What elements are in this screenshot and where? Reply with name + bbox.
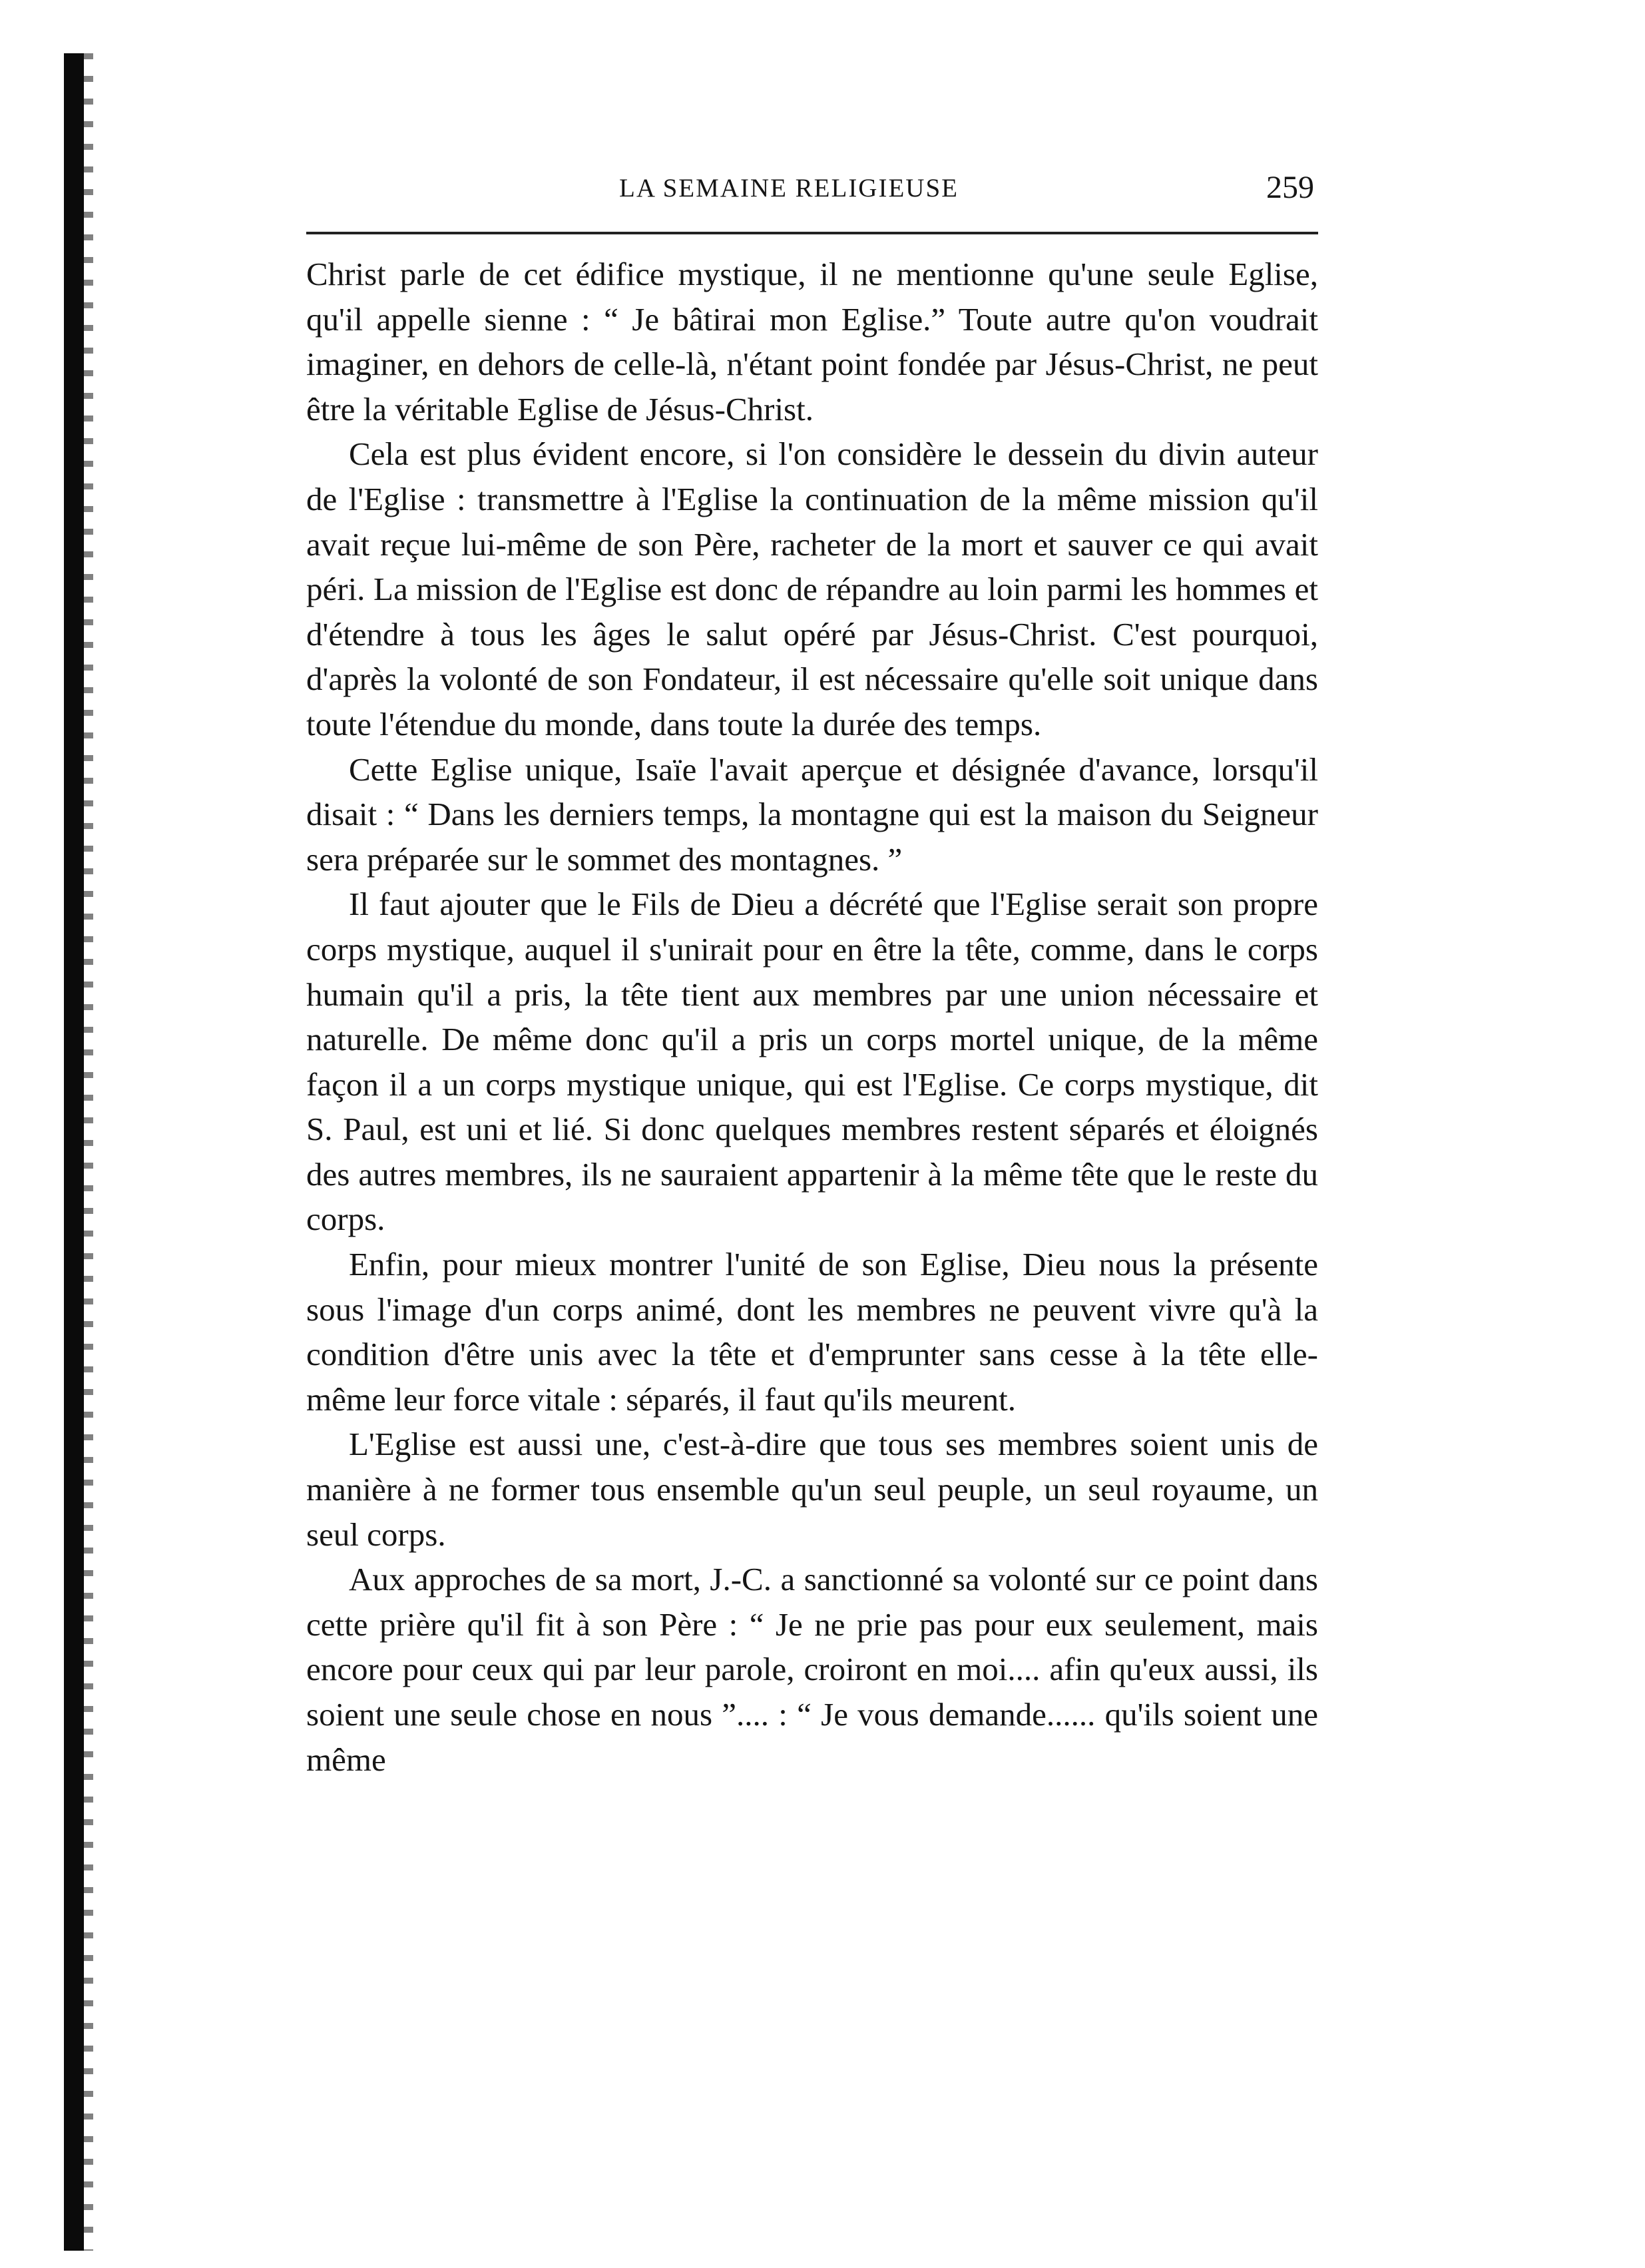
body-text <box>306 252 1318 1782</box>
paragraph: L'Eglise est aussi une, c'est-à-dire que tous ses membres soient unis de manière à ne former tous ensemble qu'un seul peuple, un seul royaume, un seul corps. <box>306 1426 1318 1553</box>
page-number: 259 <box>1266 170 1314 205</box>
paragraph: Christ parle de cet édifice mystique, il ne mentionne qu'une seule Eglise, qu'il appelle sienne : “ Je bâtirai mon Eglise.” Toute autre qu'on voudrait imaginer, en dehors de celle-là, n'étant point fondée par Jésus-Christ, ne peut être la véritable Eglise de Jésus-Christ. <box>306 256 1318 427</box>
paragraph: Cette Eglise unique, Isaïe l'avait aperçue et désignée d'avance, lorsqu'il disait : “ Dans les derniers temps, la montagne qui est la maison du Seigneur sera préparée sur le sommet des montagnes. ” <box>306 750 1318 878</box>
page-edge-shadow <box>84 53 93 2251</box>
paragraph: Aux approches de sa mort, J.-C. a sanctionné sa volonté sur ce point dans cette prière qu'il fit à son Père : “ Je ne prie pas pour eux seulement, mais encore pour ceux qui par leur parole, croiront en moi.... afin qu'eux aussi, ils soient une seule chose en nous ”.... : “ Je vous demande...... qu'ils soient une même <box>306 1561 1318 1778</box>
book-spine-shadow <box>64 53 84 2251</box>
page-header <box>306 165 1318 225</box>
paragraph: Enfin, pour mieux montrer l'unité de son Eglise, Dieu nous la présente sous l'image d'un corps animé, dont les membres ne peuvent vivre qu'à la condition d'être unis avec la tête et d'emprunter sans cesse à la tête elle-même leur force vitale : séparés, il faut qu'ils meurent. <box>306 1246 1318 1418</box>
paragraph: Il faut ajouter que le Fils de Dieu a décrété que l'Eglise serait son propre corps mystique, auquel il s'unirait pour en être la tête, comme, dans le corps humain qu'il a pris, la tête tient aux membres par une union nécessaire et naturelle. De même donc qu'il a pris un corps mortel unique, de la même façon il a un corps mystique unique, qui est l'Eglise. Ce corps mystique, dit S. Paul, est uni et lié. Si donc quelques membres restent séparés et éloignés des autres membres, ils ne sauraient appartenir à la même tête que le reste du corps. <box>306 886 1318 1238</box>
header-rule <box>306 232 1318 234</box>
paragraph: Cela est plus évident encore, si l'on considère le dessein du divin auteur de l'Eglise : transmettre à l'Eglise la continuation de la même mission qu'il avait reçue lui-même de son Père, racheter de la mort et sauver ce qui avait péri. La mission de l'Eglise est donc de répandre au loin parmi les hommes et d'étendre à tous les âges le salut opéré par Jésus-Christ. C'est pourquoi, d'après la volonté de son Fondateur, il est nécessaire qu'elle soit unique dans toute l'étendue du monde, dans toute la durée des temps. <box>306 435 1318 742</box>
running-title: LA SEMAINE RELIGIEUSE <box>619 174 959 202</box>
